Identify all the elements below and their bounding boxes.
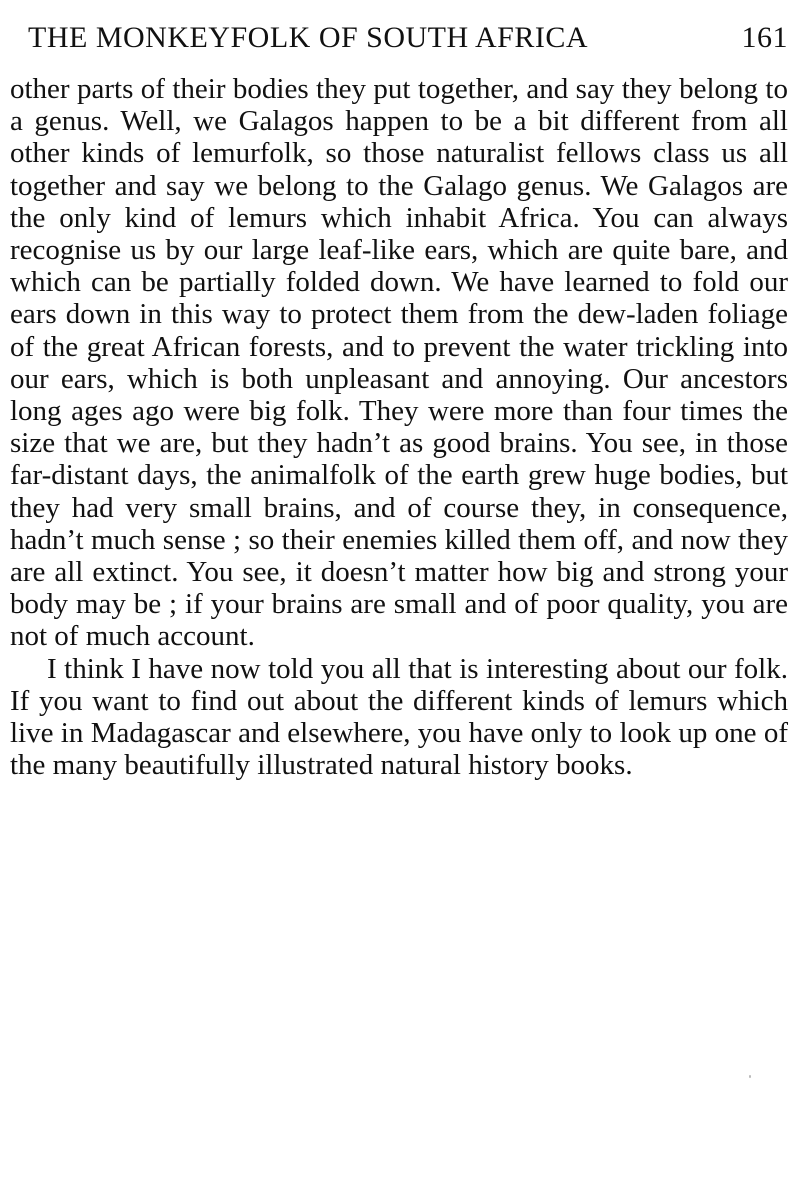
body-text (10, 73, 788, 781)
page-number: 161 (741, 21, 788, 54)
running-title: THE MONKEYFOLK OF SOUTH AFRICA (28, 21, 589, 54)
paper-speck (749, 1075, 751, 1078)
paragraph-continued: other parts of their bodies they put together, and say they belong to a genus. Well, we Galagos happen to be a bit different from all other kinds of lemurfolk, so those naturalist fellows class us all together and say we belong to the Galago genus. We Galagos are the only kind of lemurs which inhabit Africa. You can always recognise us by our large leaf-like ears, which are quite bare, and which can be partially folded down. We have learned to fold our ears down in this way to protect them from the dew-laden foliage of the great African forests, and to prevent the water trickling into our ears, which is both unpleasant and annoying. Our ancestors long ages ago were big folk. They were more than four times the size that we are, but they hadn’t as good brains. You see, in those far-distant days, the animalfolk of the earth grew huge bodies, but they had very small brains, and of course they, in consequence, hadn’t much sense ; so their enemies killed them off, and now they are all extinct. You see, it doesn’t matter how big and strong your body may be ; if your brains are small and of poor quality, you are not of much account. (10, 73, 788, 653)
paragraph-closing: I think I have now told you all that is interesting about our folk. If you want to find out about the different kinds of lemurs which live in Madagascar and elsewhere, you have only to look up one of the many beautifully illustrated natural history books. (10, 652, 788, 782)
running-head (28, 18, 788, 58)
